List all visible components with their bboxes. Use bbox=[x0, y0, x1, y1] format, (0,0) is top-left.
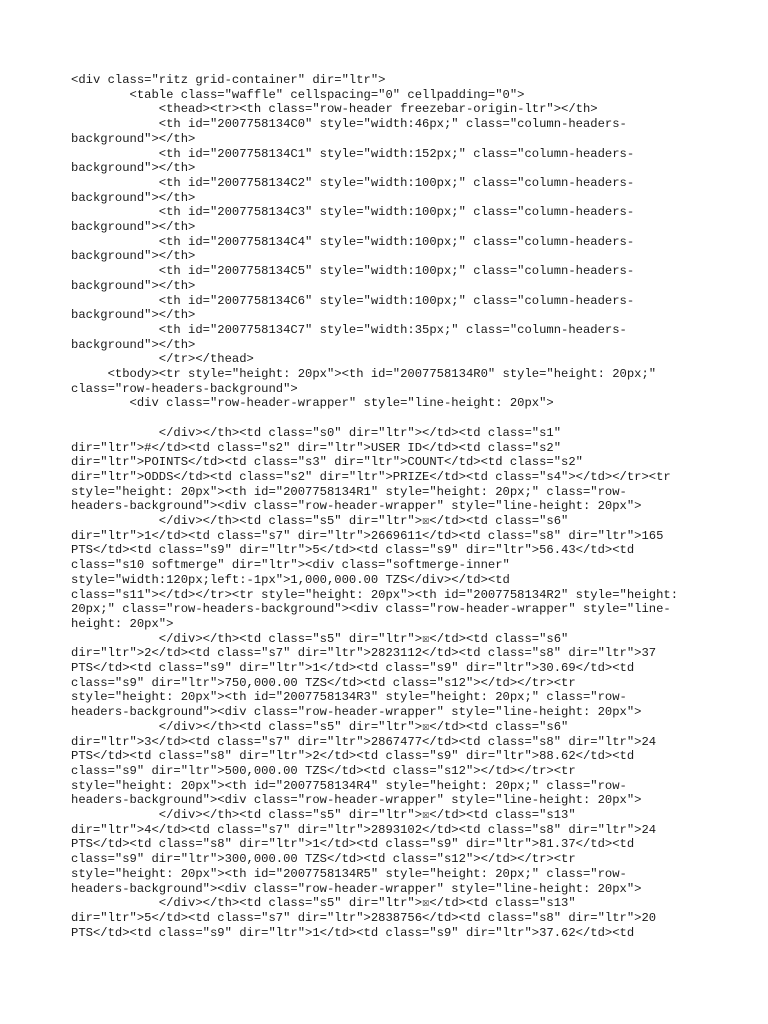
code-line: PTS</td><td class="s8" dir="ltr">1</td><td class="s9" dir="ltr">81.37</td><td bbox=[71, 837, 635, 852]
code-line: background"></th> bbox=[71, 308, 196, 323]
code-line: class="s11"></td></tr><tr style="height: 20px"><th id="2007758134R2" style="height: bbox=[71, 587, 679, 602]
code-line: dir="ltr">#</td><td class="s2" dir="ltr">USER ID</td><td class="s2" bbox=[71, 440, 562, 455]
code-line: style="height: 20px"><th id="2007758134R3" style="height: 20px;" class="row- bbox=[71, 690, 627, 705]
code-line: dir="ltr">3</td><td class="s7" dir="ltr">2867477</td><td class="s8" dir="ltr">24 bbox=[71, 734, 657, 749]
code-line: class="row-headers-background"> bbox=[71, 381, 298, 396]
code-line: style="height: 20px"><th id="2007758134R5" style="height: 20px;" class="row- bbox=[71, 866, 627, 881]
code-line: <th id="2007758134C2" style="width:100px;" class="column-headers- bbox=[71, 175, 635, 190]
code-line: PTS</td><td class="s9" dir="ltr">1</td><td class="s9" dir="ltr">37.62</td><td bbox=[71, 925, 635, 940]
code-line: style="height: 20px"><th id="2007758134R1" style="height: 20px;" class="row- bbox=[71, 484, 627, 499]
code-line: headers-background"><div class="row-header-wrapper" style="line-height: 20px"> bbox=[71, 499, 642, 514]
code-line: </tr></thead> bbox=[71, 352, 254, 367]
code-line: </div></th><td class="s0" dir="ltr"></td><td class="s1" bbox=[71, 425, 562, 440]
code-line: dir="ltr">POINTS</td><td class="s3" dir="ltr">COUNT</td><td class="s2" bbox=[71, 455, 583, 470]
code-line: background"></th> bbox=[71, 131, 196, 146]
code-line: </div></th><td class="s5" dir="ltr">☒</td><td class="s13" bbox=[71, 896, 576, 911]
code-line: style="width:120px;left:-1px">1,000,000.00 TZS</div></td><td bbox=[71, 572, 510, 587]
code-line: <th id="2007758134C7" style="width:35px;" class="column-headers- bbox=[71, 322, 627, 337]
code-line: dir="ltr">5</td><td class="s7" dir="ltr">2838756</td><td class="s8" dir="ltr">20 bbox=[71, 910, 657, 925]
code-line: class="s10 softmerge" dir="ltr"><div class="softmerge-inner" bbox=[71, 558, 510, 573]
code-line: PTS</td><td class="s8" dir="ltr">2</td><td class="s9" dir="ltr">88.62</td><td bbox=[71, 749, 635, 764]
code-line: <th id="2007758134C4" style="width:100px;" class="column-headers- bbox=[71, 234, 635, 249]
code-line: PTS</td><td class="s9" dir="ltr">5</td><td class="s9" dir="ltr">56.43</td><td bbox=[71, 543, 635, 558]
code-line: headers-background"><div class="row-header-wrapper" style="line-height: 20px"> bbox=[71, 705, 642, 720]
code-line: <div class="row-header-wrapper" style="line-height: 20px"> bbox=[71, 396, 554, 411]
code-line: background"></th> bbox=[71, 190, 196, 205]
code-line: <th id="2007758134C0" style="width:46px;" class="column-headers- bbox=[71, 117, 627, 132]
code-line: class="s9" dir="ltr">300,000.00 TZS</td><td class="s12"></td></tr><tr bbox=[71, 852, 576, 867]
code-line: background"></th> bbox=[71, 249, 196, 264]
code-line: </div></th><td class="s5" dir="ltr">☒</td><td class="s6" bbox=[71, 631, 569, 646]
code-line: class="s9" dir="ltr">500,000.00 TZS</td><td class="s12"></td></tr><tr bbox=[71, 763, 576, 778]
code-line: <th id="2007758134C3" style="width:100px;" class="column-headers- bbox=[71, 205, 635, 220]
code-line: PTS</td><td class="s9" dir="ltr">1</td><td class="s9" dir="ltr">30.69</td><td bbox=[71, 661, 635, 675]
code-line: <th id="2007758134C1" style="width:152px;" class="column-headers- bbox=[71, 146, 635, 161]
code-line: background"></th> bbox=[71, 337, 196, 352]
code-line: <table class="waffle" cellspacing="0" cellpadding="0"> bbox=[71, 87, 525, 102]
code-line: class="s9" dir="ltr">750,000.00 TZS</td><td class="s12"></td></tr><tr bbox=[71, 675, 576, 690]
code-line: dir="ltr">1</td><td class="s7" dir="ltr">2669611</td><td class="s8" dir="ltr">165 bbox=[71, 528, 664, 543]
code-line: headers-background"><div class="row-header-wrapper" style="line-height: 20px"> bbox=[71, 881, 642, 896]
code-line: </div></th><td class="s5" dir="ltr">☒</td><td class="s6" bbox=[71, 719, 569, 734]
code-line: <tbody><tr style="height: 20px"><th id="2007758134R0" style="height: 20px;" bbox=[71, 367, 657, 381]
code-line: <thead><tr><th class="row-header freezebar-origin-ltr"></th> bbox=[71, 102, 598, 117]
code-line: background"></th> bbox=[71, 161, 196, 176]
code-line: <th id="2007758134C6" style="width:100px;" class="column-headers- bbox=[71, 293, 635, 308]
code-line: 20px;" class="row-headers-background"><div class="row-header-wrapper" style="line- bbox=[71, 602, 671, 617]
code-line: background"></th> bbox=[71, 278, 196, 293]
code-line: dir="ltr">ODDS</td><td class="s2" dir="ltr">PRIZE</td><td class="s4"></td></tr><tr bbox=[71, 469, 671, 484]
code-line: height: 20px"> bbox=[71, 616, 174, 631]
code-line: dir="ltr">4</td><td class="s7" dir="ltr">2893102</td><td class="s8" dir="ltr">24 bbox=[71, 822, 657, 837]
code-line: </div></th><td class="s5" dir="ltr">☒</td><td class="s6" bbox=[71, 514, 569, 528]
code-line: background"></th> bbox=[71, 220, 196, 234]
code-line: dir="ltr">2</td><td class="s7" dir="ltr">2823112</td><td class="s8" dir="ltr">37 bbox=[71, 646, 657, 661]
code-line: </div></th><td class="s5" dir="ltr">☒</td><td class="s13" bbox=[71, 808, 576, 822]
code-line: <th id="2007758134C5" style="width:100px;" class="column-headers- bbox=[71, 264, 635, 279]
code-line: headers-background"><div class="row-header-wrapper" style="line-height: 20px"> bbox=[71, 793, 642, 808]
code-line: style="height: 20px"><th id="2007758134R4" style="height: 20px;" class="row- bbox=[71, 778, 627, 793]
code-line: <div class="ritz grid-container" dir="ltr"> bbox=[71, 73, 386, 87]
